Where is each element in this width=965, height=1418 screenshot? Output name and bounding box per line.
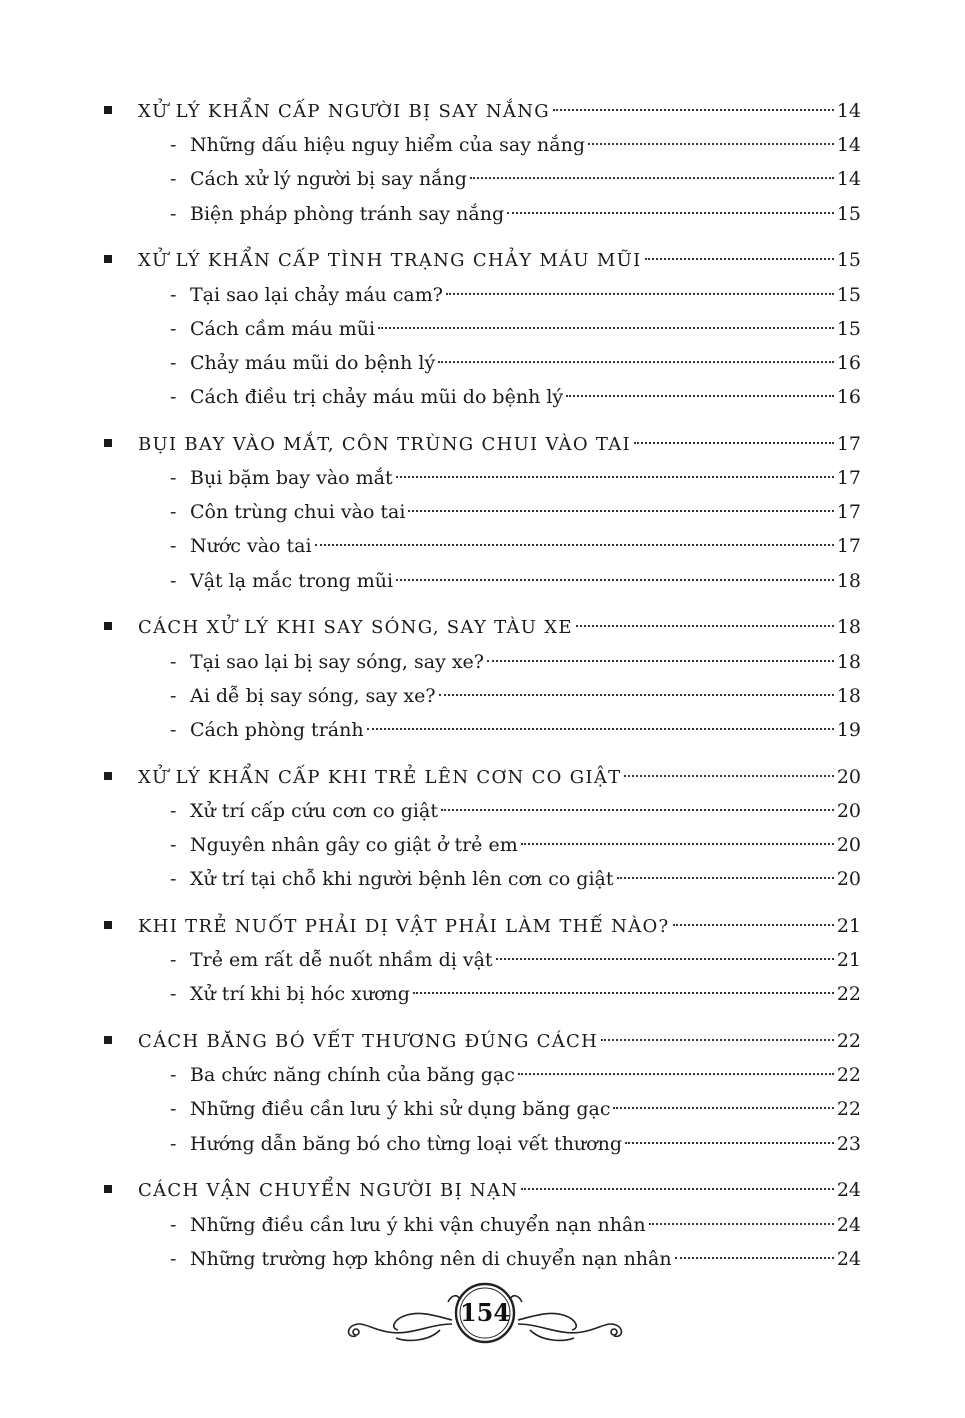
toc-item-title: Nước vào tai — [190, 535, 312, 558]
toc-item-entry — [190, 794, 861, 828]
square-bullet-icon — [104, 921, 112, 929]
toc-item-entry — [190, 197, 861, 231]
toc-item[interactable] — [0, 713, 965, 747]
dash-marker: - — [170, 983, 177, 1006]
toc-item[interactable] — [0, 1208, 965, 1242]
toc-item-entry — [190, 713, 861, 747]
toc-item-entry — [190, 529, 861, 563]
dot-leader — [649, 1223, 834, 1225]
toc-section-entry — [138, 610, 861, 645]
page-number-ornament — [340, 1280, 630, 1350]
dash-marker: - — [170, 1064, 177, 1087]
toc-item-entry — [190, 380, 861, 414]
toc-item-entry — [190, 312, 861, 346]
toc-item-page: 16 — [836, 386, 861, 409]
dash-marker: - — [170, 467, 177, 489]
dash-marker: - — [170, 134, 177, 157]
dash-marker: - — [170, 650, 177, 673]
toc-section-entry — [138, 1024, 861, 1059]
dot-leader — [367, 728, 834, 730]
toc-item[interactable] — [0, 495, 965, 529]
toc-section-page: 21 — [836, 914, 861, 937]
dash-marker: - — [170, 868, 177, 891]
toc-item[interactable] — [0, 461, 965, 495]
dot-leader — [396, 476, 834, 478]
toc-item[interactable] — [0, 312, 965, 346]
dash-marker: - — [170, 317, 177, 340]
toc-item-title: Vật lạ mắc trong mũi — [190, 569, 394, 592]
toc-item-page: 22 — [836, 1064, 861, 1087]
toc-item-page: 17 — [836, 467, 861, 489]
toc-item-entry — [190, 461, 861, 495]
toc-item-page: 14 — [836, 134, 861, 157]
toc-item[interactable] — [0, 828, 965, 862]
toc-section-title: XỬ LÝ KHẨN CẤP NGƯỜI BỊ SAY NẮNG — [138, 101, 550, 122]
toc-item-title: Tại sao lại bị say sóng, say xe? — [190, 650, 484, 673]
toc-section-title: CÁCH VẬN CHUYỂN NGƯỜI BỊ NẠN — [138, 1180, 519, 1202]
dash-marker: - — [170, 386, 177, 409]
toc-item-entry — [190, 1092, 861, 1126]
dash-marker: - — [170, 834, 177, 856]
toc-item[interactable] — [0, 564, 965, 598]
square-bullet-icon — [104, 439, 112, 447]
toc-item-entry — [190, 1208, 861, 1242]
toc-section[interactable] — [0, 1024, 965, 1058]
toc-item-title: Những dấu hiệu nguy hiểm của say nắng — [190, 134, 585, 157]
dash-marker: - — [170, 351, 177, 374]
toc-section-page: 15 — [836, 249, 861, 272]
dot-leader — [396, 579, 834, 581]
square-bullet-icon — [104, 106, 112, 114]
toc-item-page: 15 — [836, 283, 861, 306]
dash-marker: - — [170, 1213, 177, 1236]
dot-leader — [496, 958, 834, 960]
toc-item-title: Tại sao lại chảy máu cam? — [190, 283, 443, 306]
toc-section[interactable] — [0, 94, 965, 128]
toc-item-page: 23 — [836, 1132, 861, 1155]
dot-leader — [673, 924, 834, 926]
dot-leader — [507, 212, 834, 214]
toc-item-page: 18 — [836, 684, 861, 707]
toc-item[interactable] — [0, 1058, 965, 1092]
toc-item-title: Xử trí tại chỗ khi người bệnh lên cơn co giật — [190, 868, 614, 891]
toc-item[interactable] — [0, 197, 965, 231]
toc-item-title: Cách cầm máu mũi — [190, 317, 376, 340]
toc-item-title: Bụi bặm bay vào mắt — [190, 467, 393, 489]
toc-item[interactable] — [0, 380, 965, 414]
dot-leader — [441, 809, 834, 811]
toc-item[interactable] — [0, 679, 965, 713]
page-number: 154 — [459, 1298, 511, 1327]
toc-item-entry — [190, 162, 861, 196]
dash-marker: - — [170, 168, 177, 191]
toc-section[interactable] — [0, 1173, 965, 1207]
dot-leader — [588, 143, 834, 145]
toc-item-title: Biện pháp phòng tránh say nắng — [190, 202, 505, 225]
toc-item[interactable] — [0, 794, 965, 828]
toc-item-title: Hướng dẫn băng bó cho từng loại vết thương — [190, 1132, 623, 1155]
toc-section-title: CÁCH XỬ LÝ KHI SAY SÓNG, SAY TÀU XE — [138, 617, 573, 639]
toc-item[interactable] — [0, 645, 965, 679]
toc-item-title: Xử trí khi bị hóc xương — [190, 983, 410, 1006]
toc-item[interactable] — [0, 1127, 965, 1161]
toc-item-title: Xử trí cấp cứu cơn co giật — [190, 799, 438, 822]
dash-marker: - — [170, 718, 177, 741]
dash-marker: - — [170, 1132, 177, 1155]
toc-section-entry — [138, 909, 861, 944]
dot-leader — [553, 109, 834, 111]
toc-section-entry — [138, 1173, 861, 1208]
toc-section[interactable] — [0, 760, 965, 794]
toc-section[interactable] — [0, 610, 965, 644]
toc-section-title: XỬ LÝ KHẨN CẤP TÌNH TRẠNG CHẢY MÁU MŨI — [138, 250, 642, 272]
dot-leader — [601, 1039, 834, 1041]
dot-leader — [518, 1073, 834, 1075]
toc-section-entry — [138, 760, 861, 795]
toc-item-page: 22 — [836, 1098, 861, 1121]
toc-item-page: 18 — [836, 650, 861, 673]
toc-item-title: Cách xử lý người bị say nắng — [190, 168, 467, 191]
toc-item-entry — [190, 1127, 861, 1161]
toc-item-title: Những điều cần lưu ý khi sử dụng băng gạc — [190, 1098, 611, 1121]
toc-item[interactable] — [0, 862, 965, 896]
toc-item-title: Ba chức năng chính của băng gạc — [190, 1064, 515, 1087]
dash-marker: - — [170, 799, 177, 822]
square-bullet-icon — [104, 1036, 112, 1044]
toc-section-page: 22 — [836, 1030, 861, 1052]
dot-leader — [625, 1142, 834, 1144]
toc-section-title: XỬ LÝ KHẨN CẤP KHI TRẺ LÊN CƠN CO GIẬT — [138, 766, 622, 788]
toc-item-title: Những điều cần lưu ý khi vận chuyển nạn nhân — [190, 1213, 646, 1236]
toc-section[interactable] — [0, 909, 965, 943]
dash-marker: - — [170, 684, 177, 707]
toc-item[interactable] — [0, 346, 965, 380]
dot-leader — [617, 877, 834, 879]
toc-item-entry — [190, 495, 861, 529]
toc-item-entry — [190, 645, 861, 679]
dot-leader — [408, 510, 833, 512]
toc-item-title: Chảy máu mũi do bệnh lý — [190, 351, 436, 374]
toc-item-page: 20 — [836, 834, 861, 856]
toc-item-title: Cách điều trị chảy máu mũi do bệnh lý — [190, 386, 564, 409]
toc-section[interactable] — [0, 243, 965, 277]
dot-leader — [521, 843, 834, 845]
dot-leader — [645, 258, 834, 260]
toc-section-title: KHI TRẺ NUỐT PHẢI DỊ VẬT PHẢI LÀM THẾ NÀO? — [138, 915, 670, 937]
toc-item[interactable] — [0, 529, 965, 563]
dash-marker: - — [170, 1098, 177, 1121]
toc-item-entry — [190, 278, 861, 312]
toc-item-entry — [190, 679, 861, 713]
toc-item-page: 16 — [836, 351, 861, 374]
toc-item-page: 24 — [836, 1213, 861, 1236]
square-bullet-icon — [104, 1185, 112, 1193]
toc-item-title: Ai dễ bị say sóng, say xe? — [190, 684, 436, 707]
toc-item-entry — [190, 128, 861, 162]
toc-item-page: 14 — [836, 168, 861, 191]
dash-marker: - — [170, 569, 177, 592]
toc-item-title: Nguyên nhân gây co giật ở trẻ em — [190, 834, 518, 856]
dot-leader — [487, 660, 834, 662]
dot-leader — [576, 625, 834, 627]
dot-leader — [470, 177, 834, 179]
toc-item-entry — [190, 943, 861, 977]
toc-item-entry — [190, 977, 861, 1011]
dot-leader — [566, 395, 834, 397]
toc-item[interactable] — [0, 1242, 965, 1276]
toc-item-entry — [190, 346, 861, 380]
dot-leader — [634, 442, 834, 444]
toc-section-entry — [138, 427, 861, 462]
dash-marker: - — [170, 949, 177, 972]
dot-leader — [613, 1107, 833, 1109]
toc-item-title: Trẻ em rất dễ nuốt nhầm dị vật — [190, 949, 493, 972]
toc-item-page: 24 — [836, 1247, 861, 1270]
dot-leader — [439, 694, 834, 696]
dot-leader — [624, 775, 833, 777]
toc-item-page: 15 — [836, 202, 861, 225]
dash-marker: - — [170, 202, 177, 225]
dot-leader — [315, 544, 834, 546]
square-bullet-icon — [104, 622, 112, 630]
toc-item-page: 15 — [836, 317, 861, 340]
dash-marker: - — [170, 501, 177, 524]
toc-item[interactable] — [0, 1092, 965, 1126]
toc-item[interactable] — [0, 128, 965, 162]
toc-section-page: 14 — [836, 100, 861, 122]
toc-section-page: 20 — [836, 765, 861, 788]
toc-item-page: 22 — [836, 983, 861, 1006]
toc-item-page: 20 — [836, 799, 861, 822]
toc-item-page: 18 — [836, 569, 861, 592]
toc-section[interactable] — [0, 427, 965, 461]
toc-section-entry — [138, 94, 861, 129]
toc-item-title: Côn trùng chui vào tai — [190, 501, 406, 524]
toc-item-title: Những trường hợp không nên di chuyển nạn nhân — [190, 1247, 672, 1270]
toc-item-page: 17 — [836, 535, 861, 558]
dash-marker: - — [170, 283, 177, 306]
toc-item-page: 17 — [836, 501, 861, 524]
toc-item-entry — [190, 564, 861, 598]
toc-item-entry — [190, 1058, 861, 1092]
toc-section-page: 18 — [836, 616, 861, 639]
dash-marker: - — [170, 1247, 177, 1270]
toc-item-page: 20 — [836, 868, 861, 891]
dot-leader — [521, 1188, 833, 1190]
toc-item[interactable] — [0, 278, 965, 312]
toc-item-entry — [190, 1242, 861, 1276]
dot-leader — [413, 992, 834, 994]
toc-item[interactable] — [0, 977, 965, 1011]
toc-item-page: 21 — [836, 949, 861, 972]
square-bullet-icon — [104, 772, 112, 780]
toc-item-title: Cách phòng tránh — [190, 718, 364, 741]
toc-item-entry — [190, 862, 861, 896]
toc-section-title: BỤI BAY VÀO MẮT, CÔN TRÙNG CHUI VÀO TAI — [138, 433, 631, 455]
toc-section-page: 17 — [836, 432, 861, 455]
toc-item-entry — [190, 828, 861, 862]
toc-item-page: 19 — [836, 718, 861, 741]
toc-item[interactable] — [0, 162, 965, 196]
dot-leader — [438, 361, 834, 363]
dash-marker: - — [170, 535, 177, 558]
toc-section-entry — [138, 243, 861, 278]
toc-item[interactable] — [0, 943, 965, 977]
dot-leader — [446, 293, 834, 295]
square-bullet-icon — [104, 255, 112, 263]
dot-leader — [378, 327, 834, 329]
dot-leader — [675, 1257, 834, 1259]
toc-section-title: CÁCH BĂNG BÓ VẾT THƯƠNG ĐÚNG CÁCH — [138, 1031, 599, 1052]
toc-section-page: 24 — [836, 1179, 861, 1202]
